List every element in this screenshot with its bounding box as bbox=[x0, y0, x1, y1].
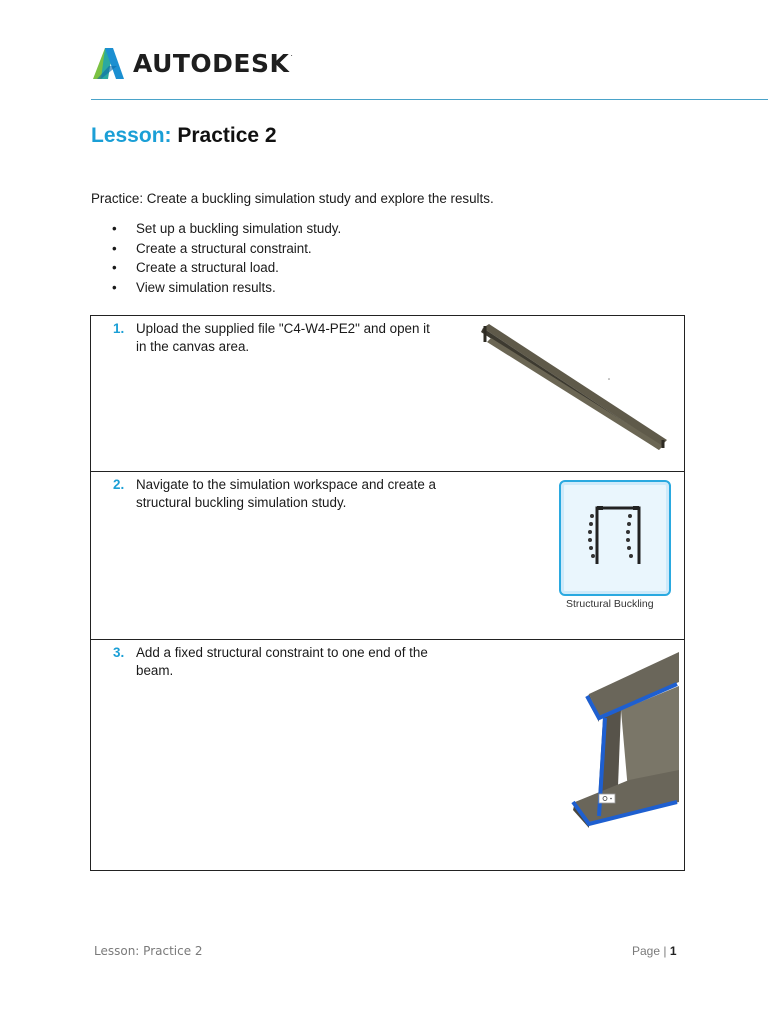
step-number: 3. bbox=[113, 645, 125, 660]
header-rule bbox=[91, 99, 768, 100]
step-row-1 bbox=[91, 316, 684, 472]
beam-model-image bbox=[471, 320, 671, 450]
page-label: Page | bbox=[632, 944, 670, 958]
title-prefix: Lesson: bbox=[91, 124, 172, 147]
i-beam-constraint-image bbox=[569, 652, 679, 842]
structural-buckling-tool-image bbox=[559, 480, 671, 594]
step-number: 2. bbox=[113, 477, 125, 492]
objective-item: • Set up a buckling simulation study. bbox=[112, 219, 341, 239]
steps-table bbox=[90, 315, 685, 871]
step-number: 1. bbox=[113, 321, 125, 336]
logo-wordmark: AUTODESK. bbox=[133, 48, 294, 78]
step-text: Navigate to the simulation workspace and create a structural buckling simulation study. bbox=[136, 477, 436, 510]
step-row-3 bbox=[91, 640, 684, 870]
step-text: Upload the supplied file "C4-W4-PE2" and open it in the canvas area. bbox=[136, 321, 430, 354]
page-number: 1 bbox=[669, 944, 677, 958]
autodesk-logo bbox=[91, 46, 293, 80]
practice-intro: Practice: Create a buckling simulation study and explore the results. bbox=[91, 191, 494, 206]
autodesk-a-logo-icon bbox=[91, 46, 125, 80]
structural-buckling-icon bbox=[559, 480, 671, 594]
objectives-list bbox=[112, 219, 341, 297]
page-title bbox=[91, 124, 277, 148]
footer-lesson-title: Lesson: Practice 2 bbox=[94, 944, 203, 958]
step-text: Add a fixed structural constraint to one end of the beam. bbox=[136, 645, 428, 678]
objective-item: • View simulation results. bbox=[112, 278, 341, 298]
objective-item: • Create a structural constraint. bbox=[112, 239, 341, 259]
objective-item: • Create a structural load. bbox=[112, 258, 341, 278]
step-row-2 bbox=[91, 472, 684, 640]
structural-buckling-label: Structural Buckling bbox=[566, 598, 654, 610]
footer-page-number bbox=[632, 944, 677, 958]
title-main: Practice 2 bbox=[177, 124, 277, 147]
